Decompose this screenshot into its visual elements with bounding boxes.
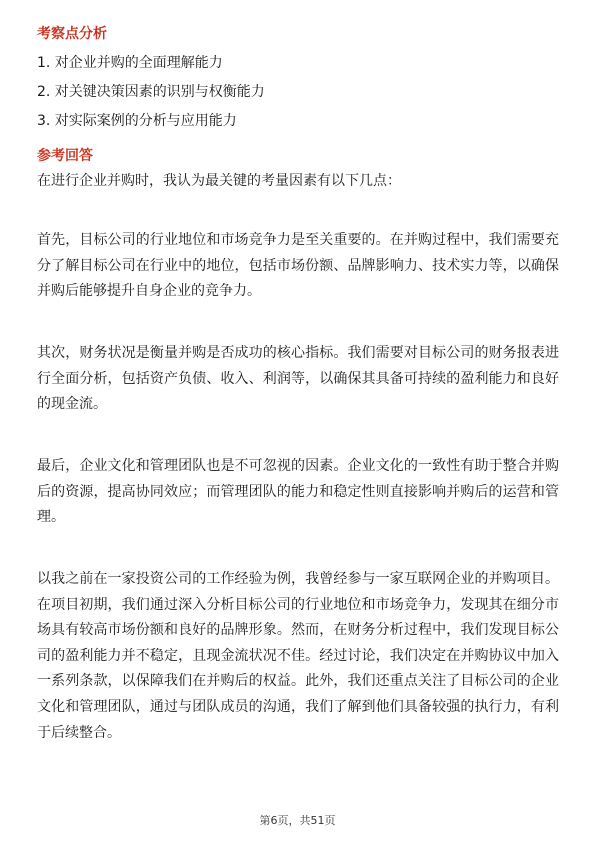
- answer-paragraph-last: 最后，企业文化和管理团队也是不可忽视的因素。企业文化的一致性有助于整合并购后的资源，提高协同效应；而管理团队的能力和稳定性则直接影响并购后的运营和管理。: [37, 458, 559, 526]
- answer-paragraph-second: 其次，财务状况是衡量并购是否成功的核心指标。我们需要对目标公司的财务报表进行全面分析，包括资产负债、收入、利润等，以确保其具备可持续的盈利能力和良好的现金流。: [37, 345, 559, 413]
- answer-paragraph-example: 以我之前在一家投资公司的工作经验为例，我曾经参与一家互联网企业的并购项目。在项目初期，我们通过深入分析目标公司的行业地位和市场竞争力，发现其在细分市场具有较高市场份额和良好的品牌形象。然而，在财务分析过程中，我们发现目标公司的盈利能力并不稳定，且现金流状况不佳。经过讨论，我们决定在并购协议中加入一系列条款，以保障我们在并购后的权益。此外，我们还重点关注了目标公司的企业文化和管理团队，通过与团队成员的沟通，我们了解到他们具备较强的执行力，有利于后续整合。: [37, 571, 559, 741]
- answer-intro-paragraph: 在进行企业并购时，我认为最关键的考量因素有以下几点：: [37, 173, 401, 189]
- analysis-point-3: 3. 对实际案例的分析与应用能力: [37, 113, 237, 129]
- analysis-heading: 考察点分析: [37, 26, 107, 42]
- analysis-point-1: 1. 对企业并购的全面理解能力: [37, 55, 223, 71]
- answer-paragraph-first: 首先，目标公司的行业地位和市场竞争力是至关重要的。在并购过程中，我们需要充分了解目标公司在行业中的地位，包括市场份额、品牌影响力、技术实力等，以确保并购后能够提升自身企业的竞争力。: [37, 232, 559, 300]
- answer-heading: 参考回答: [37, 148, 93, 164]
- analysis-point-2: 2. 对关键决策因素的识别与权衡能力: [37, 84, 265, 100]
- page-number-footer: 第6页，共51页: [259, 814, 336, 827]
